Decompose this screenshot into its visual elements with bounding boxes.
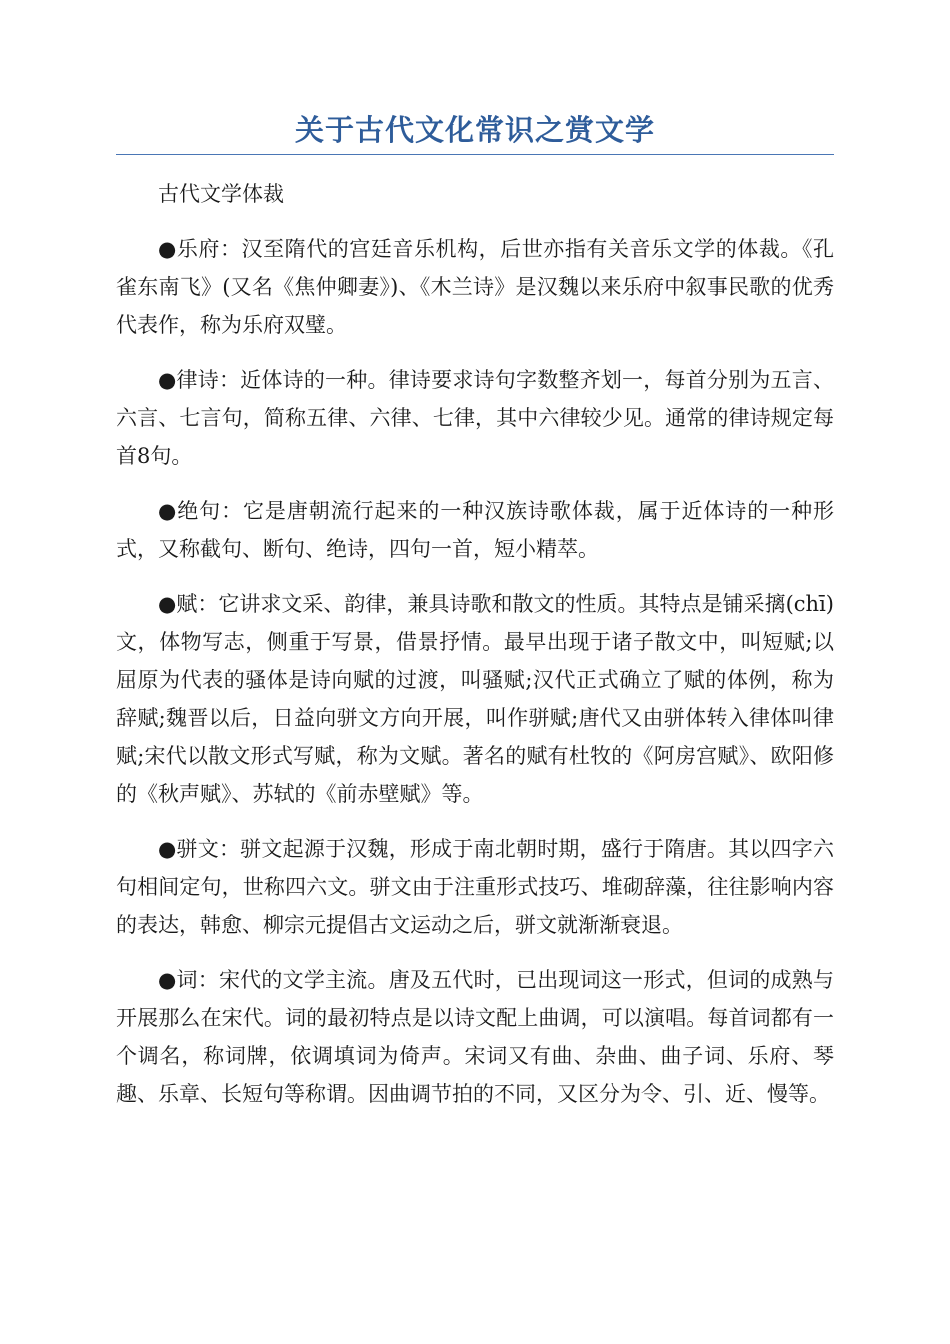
paragraph-lvshi: ●律诗：近体诗的一种。律诗要求诗句字数整齐划一，每首分别为五言、六言、七言句，简称五律、六律、七律，其中六律较少见。通常的律诗规定每首8句。 [116,368,834,468]
document-page [116,108,834,1113]
paragraph-yuefu: ●乐府：汉至隋代的宫廷音乐机构，后世亦指有关音乐文学的体裁。《孔雀东南飞》(又名《焦仲卿妻》)、《木兰诗》是汉魏以来乐府中叙事民歌的优秀代表作，称为乐府双璧。 [116,237,834,337]
page-title: 关于古代文化常识之赏文学 [294,113,655,147]
paragraph-pianwen: ●骈文：骈文起源于汉魏，形成于南北朝时期，盛行于隋唐。其以四字六句相间定句，世称四六文。骈文由于注重形式技巧、堆砌辞藻，往往影响内容的表达，韩愈、柳宗元提倡古文运动之后，骈文就渐渐衰退。 [116,837,834,937]
paragraph-fu: ●赋：它讲求文采、韵律，兼具诗歌和散文的性质。其特点是铺采摛(chī)文，体物写志，侧重于写景，借景抒情。最早出现于诸子散文中，叫短赋;以屈原为代表的骚体是诗向赋的过渡，叫骚赋;汉代正式确立了赋的体例，称为辞赋;魏晋以后，日益向骈文方向开展，叫作骈赋;唐代又由骈体转入律体叫律赋;宋代以散文形式写赋，称为文赋。著名的赋有杜牧的《阿房宫赋》、欧阳修的《秋声赋》、苏轼的《前赤壁赋》等。 [116,592,834,806]
title-underline [116,154,834,155]
section-heading: 古代文学体裁 [158,182,284,206]
paragraph-jueju: ●绝句：它是唐朝流行起来的一种汉族诗歌体裁，属于近体诗的一种形式，又称截句、断句、绝诗，四句一首，短小精萃。 [116,499,834,561]
paragraph-ci: ●词：宋代的文学主流。唐及五代时，已出现词这一形式，但词的成熟与开展那么在宋代。词的最初特点是以诗文配上曲调，可以演唱。每首词都有一个调名，称词牌，依调填词为倚声。宋词又有曲、杂曲、曲子词、乐府、琴趣、乐章、长短句等称谓。因曲调节拍的不同，又区分为令、引、近、慢等。 [116,968,834,1106]
